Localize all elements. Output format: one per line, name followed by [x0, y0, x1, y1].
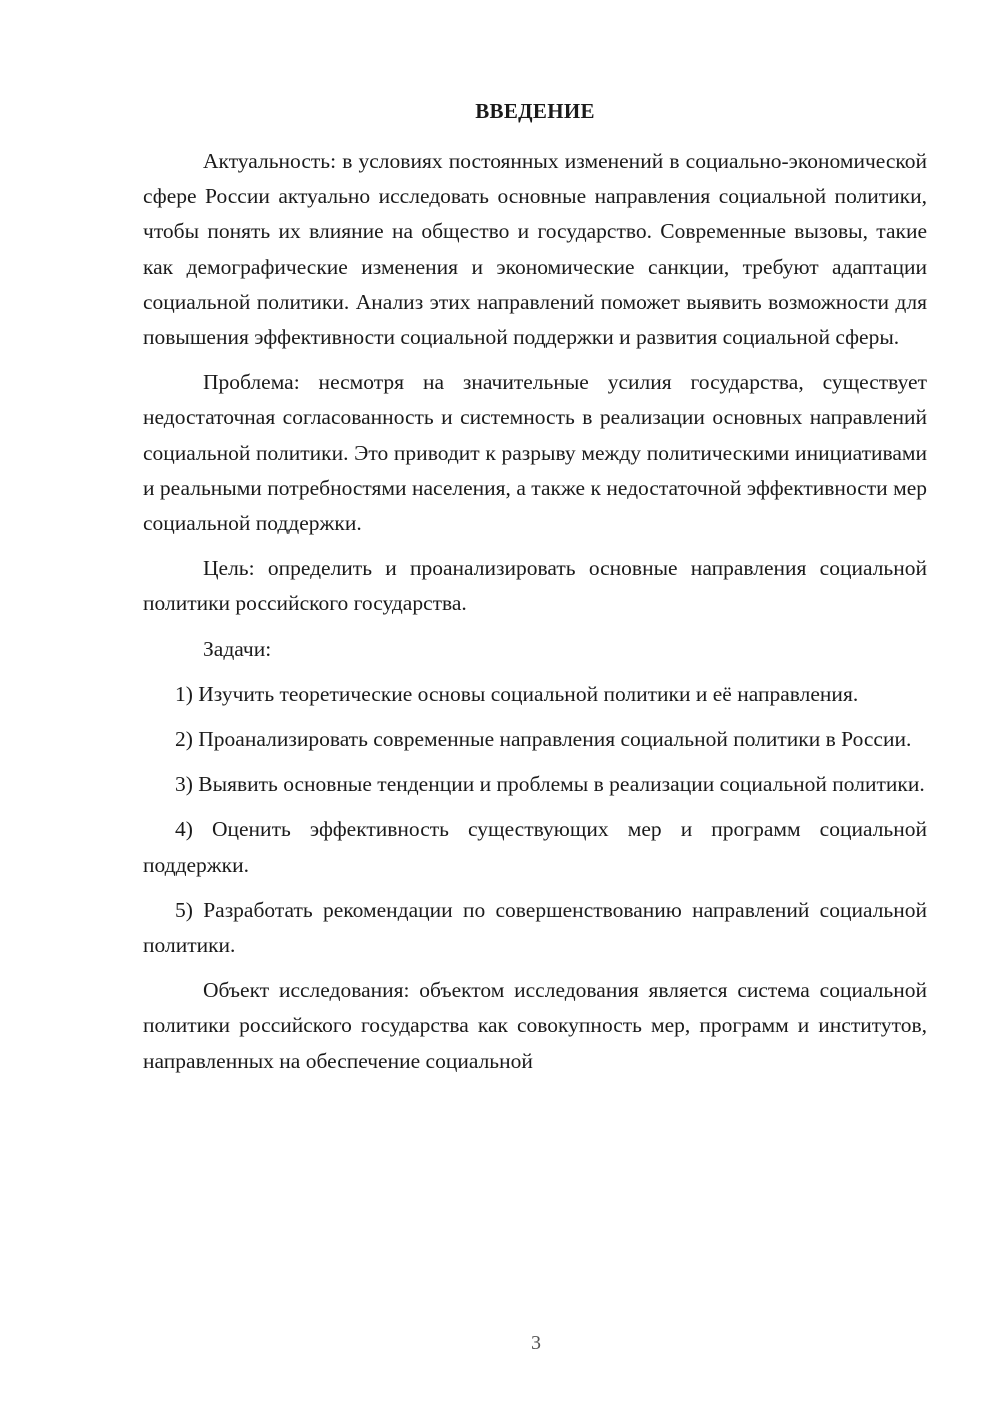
paragraph-object: Объект исследования: объектом исследования является система социальной политики российского государства как совокупность мер, программ и институтов, направленных на обеспечение социальной	[143, 978, 927, 1073]
task-item-2: 2) Проанализировать современные направления социальной политики в России.	[175, 727, 912, 752]
task-item-1: 1) Изучить теоретические основы социальной политики и её направления.	[175, 681, 859, 706]
task-item-5: 5) Разработать рекомендации по совершенствованию направлений социальной политики.	[143, 897, 927, 958]
paragraph-goal: Цель: определить и проанализировать основные направления социальной политики российского государства.	[143, 556, 927, 616]
tasks-label: Задачи:	[203, 636, 272, 661]
page-number: 3	[531, 1332, 541, 1354]
task-item-4: 4) Оценить эффективность существующих мер и программ социальной поддержки.	[143, 817, 927, 877]
task-item-3: 3) Выявить основные тенденции и проблемы в реализации социальной политики.	[175, 772, 925, 797]
section-title: ВВЕДЕНИЕ	[475, 99, 595, 123]
page-content	[143, 96, 927, 1089]
paragraph-problem: Проблема: несмотря на значительные усилия государства, существует недостаточная согласованность и системность в реализации основных направлений социальной политики. Это приводит к разрыву между политическими инициативами и реальными потребностями населения, а также к недостаточной эффективности мер социальной поддержки.	[143, 370, 927, 536]
paragraph-relevance: Актуальность: в условиях постоянных изменений в социально-экономической сфере России актуально исследовать основные направления социальной политики, чтобы понять их влияние на общество и государство. Современные вызовы, такие как демографические изменения и экономические санкции, требуют адаптации социальной политики. Анализ этих направлений поможет выявить возможности для повышения эффективности социальной поддержки и развития социальной сферы.	[143, 149, 927, 350]
